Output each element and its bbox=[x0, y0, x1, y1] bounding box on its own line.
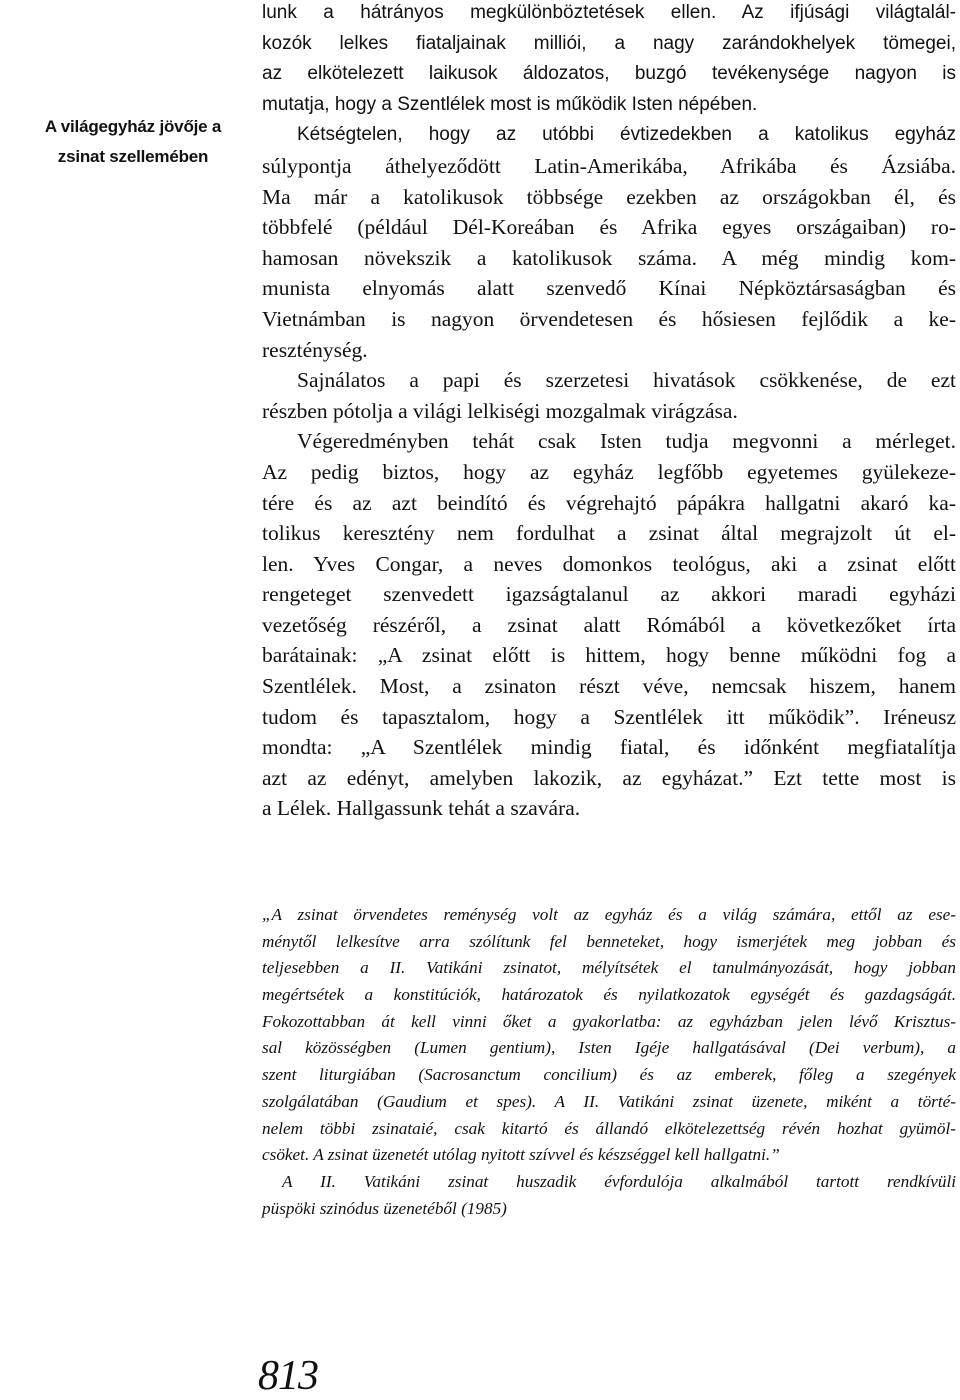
quote-line: „A zsinat örvendetes reménység volt az egyház és a világ számára, ettől az ese- bbox=[262, 905, 956, 924]
body-line: vezetőség részéről, a zsinat alatt Rómából a következőket írta bbox=[262, 612, 956, 637]
body-line: Sajnálatos a papi és szerzetesi hivatások csökkenése, de ezt bbox=[297, 368, 956, 393]
quote-line: nelem többi zsinataié, csak kitartó és állandó elkötelezettség révén hozhat gyümöl- bbox=[262, 1118, 956, 1138]
side-title-line-1: A világegyház jövője a bbox=[44, 117, 222, 136]
side-title-line-2: zsinat szellemében bbox=[57, 147, 209, 166]
body-line: lunk a hátrányos megkülönböztetések ellen. Az ifjúsági világtalál- bbox=[262, 2, 956, 23]
body-line: többfelé (például Dél-Koreában és Afrika egyes országaiban) ro- bbox=[262, 215, 956, 240]
body-line: Az pedig biztos, hogy az egyház legfőbb egyetemes gyülekeze- bbox=[262, 459, 956, 484]
body-line: len. Yves Congar, a neves domonkos teológus, aki a zsinat előtt bbox=[262, 551, 956, 576]
body-line: mondta: „A Szentlélek mindig fiatal, és időnként megfiatalítja bbox=[262, 735, 956, 760]
body-text bbox=[262, 0, 956, 824]
quote-line: szent liturgiában (Sacrosanctum concilium) és az emberek, főleg a szegények bbox=[262, 1065, 956, 1085]
quote-source-line: A II. Vatikáni zsinat huszadik évfordulója alkalmából tartott rendkívüli bbox=[282, 1171, 956, 1191]
quote-source-line: püspöki szinódus üzenetéből (1985) bbox=[262, 1198, 507, 1218]
quote-line: sal közösségben (Lumen gentium), Isten Igéje hallgatásával (Dei verbum), a bbox=[262, 1038, 956, 1058]
page-number: 813 bbox=[258, 1353, 318, 1399]
body-line: Végeredményben tehát csak Isten tudja megvonni a mérleget. bbox=[297, 429, 956, 454]
body-line: tére és az azt beindító és végrehajtó pápákra hallgatni akaró ka- bbox=[262, 490, 956, 515]
body-line: Vietnámban is nagyon örvendetesen és hősiesen fejlődik a ke- bbox=[262, 306, 956, 331]
body-line: munista elnyomás alatt szenvedő Kínai Népköztársaságban és bbox=[262, 276, 956, 301]
body-line: súlypontja áthelyeződött Latin-Amerikába, Afrikába és Ázsiába. bbox=[262, 153, 956, 178]
body-line: kozók lelkes fiataljainak milliói, a nagy zarándokhelyek tömegei, bbox=[262, 32, 956, 54]
body-line: tolikus keresztény nem fordulhat a zsinat által megrajzolt út el- bbox=[262, 521, 956, 546]
body-line: barátainak: „A zsinat előtt is hittem, hogy benne működni fog a bbox=[262, 643, 956, 668]
body-line: hamosan növekszik a katolikusok száma. A még mindig kom- bbox=[262, 245, 956, 270]
body-line: Kétségtelen, hogy az utóbbi évtizedekben a katolikus egyház bbox=[297, 124, 956, 146]
closing-quote bbox=[262, 902, 956, 1222]
quote-line: ménytől lelkesítve arra szólítunk fel benneteket, hogy ismerjétek meg jobban és bbox=[262, 931, 956, 951]
quote-line: megértsétek a konstitúciók, határozatok és nyilatkozatok egységét és gazdagságát. bbox=[262, 985, 956, 1005]
body-line: az elkötelezett laikusok áldozatos, buzgó tevékenysége nagyon is bbox=[262, 63, 956, 85]
quote-line: csöket. A zsinat üzenetét utólag nyitott szívvel és készséggel kell hallgatni.” bbox=[262, 1145, 780, 1165]
body-line: rengeteget szenvedett igazságtalanul az akkori maradi egyházi bbox=[262, 582, 956, 607]
quote-line: teljesebben a II. Vatikáni zsinatot, mélyítsétek el tanulmányozását, hogy jobban bbox=[262, 958, 956, 978]
body-line: a Lélek. Hallgassunk tehát a szavára. bbox=[262, 796, 581, 821]
quote-line: Fokozottabban át kell vinni őket a gyakorlatba: az egyházban jelen lévő Krisztus- bbox=[262, 1011, 956, 1031]
section-side-title bbox=[14, 112, 252, 172]
body-line: reszténység. bbox=[262, 337, 368, 362]
body-line: részben pótolja a világi lelkiségi mozgalmak virágzása. bbox=[262, 398, 738, 423]
body-line: azt az edényt, amelyben lakozik, az egyházat.” Ezt tette most is bbox=[262, 765, 956, 790]
body-line: mutatja, hogy a Szentlélek most is működik Isten népében. bbox=[262, 93, 758, 115]
body-line: tudom és tapasztalom, hogy a Szentlélek itt működik”. Iréneusz bbox=[262, 704, 956, 729]
body-line: Ma már a katolikusok többsége ezekben az országokban él, és bbox=[262, 184, 956, 209]
body-line: Szentlélek. Most, a zsinaton részt véve, nemcsak hiszem, hanem bbox=[262, 674, 956, 699]
quote-line: szolgálatában (Gaudium et spes). A II. Vatikáni zsinat üzenete, miként a törté- bbox=[262, 1091, 956, 1111]
